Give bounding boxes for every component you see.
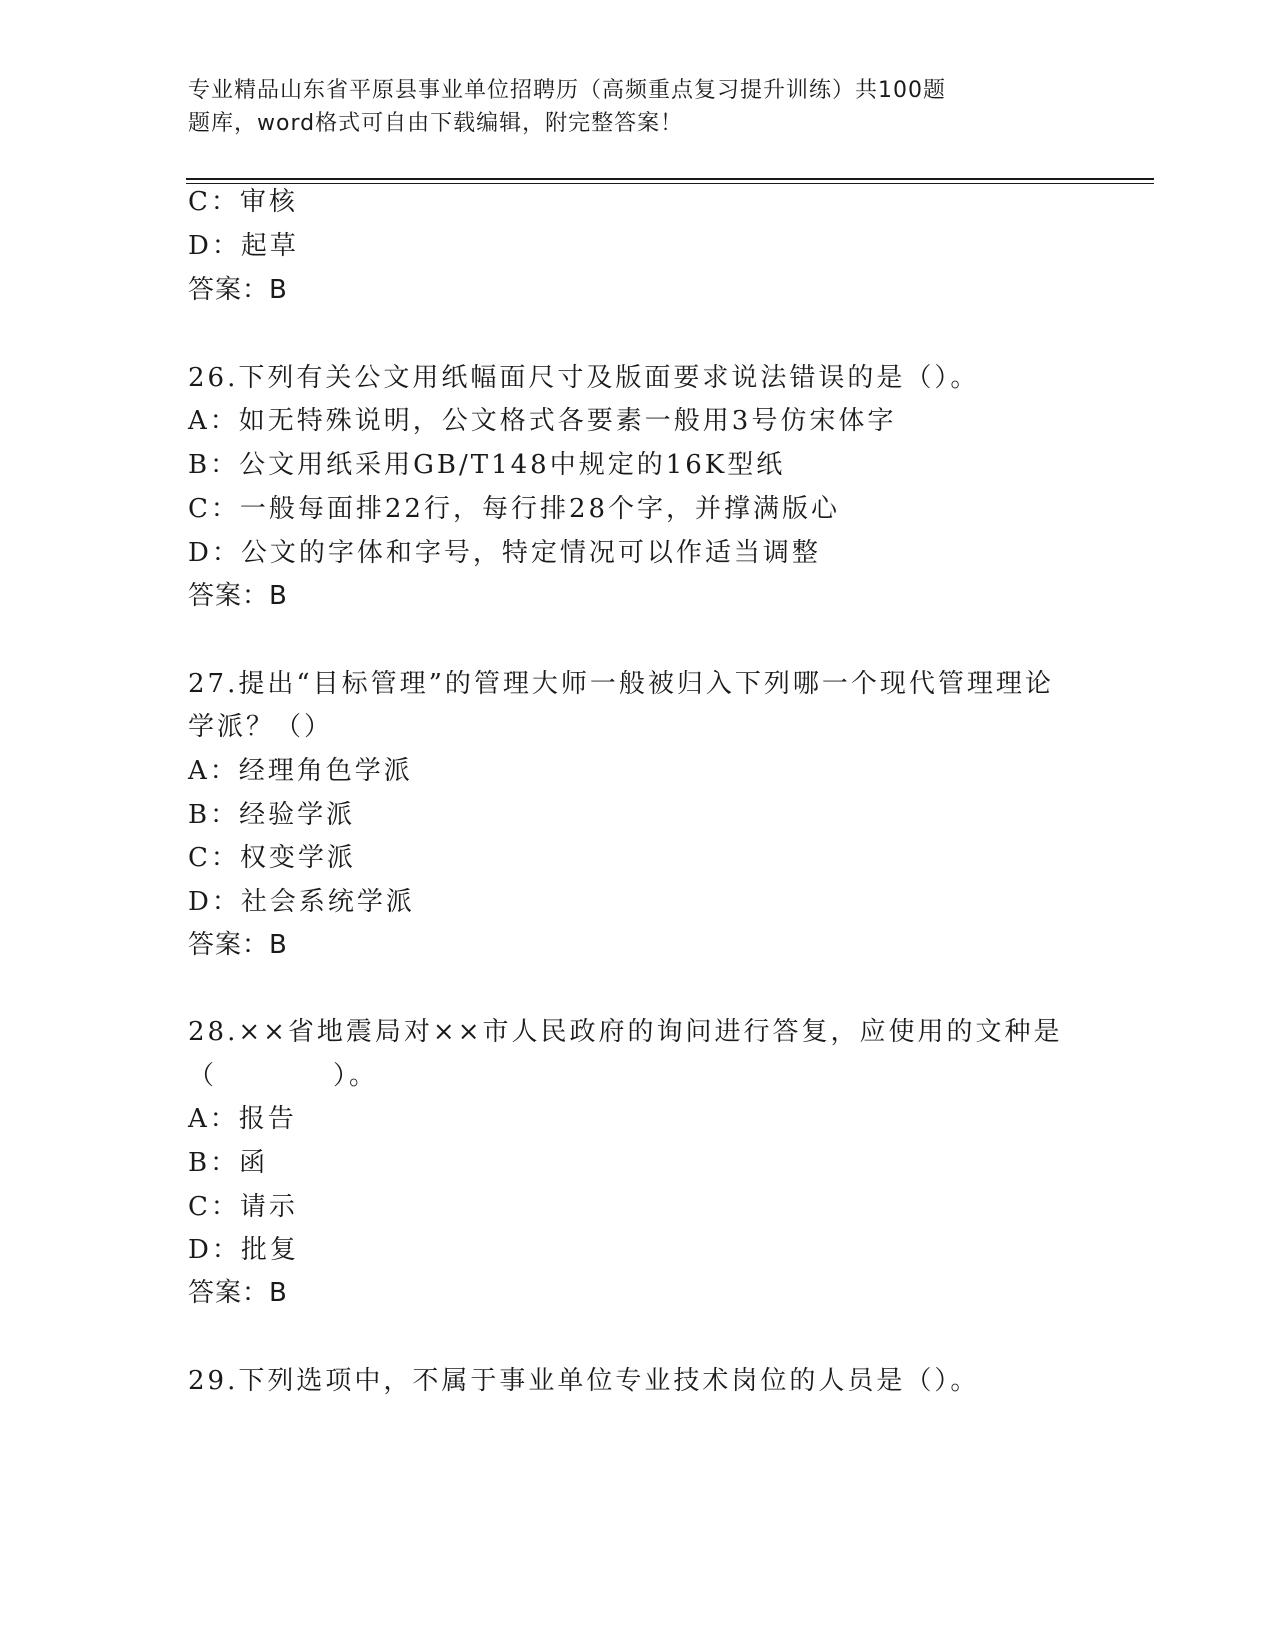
header-line-1: 专业精品山东省平原县事业单位招聘历（高频重点复习提升训练）共100题 <box>188 78 946 103</box>
q28-stem-line-2: （ ）。 <box>188 1061 379 1091</box>
prev-answer: 答案：B <box>188 275 288 305</box>
prev-option-c: C：审核 <box>188 187 298 217</box>
q28-option-c: C：请示 <box>188 1192 298 1222</box>
q28-option-d: D：批复 <box>188 1235 299 1265</box>
prev-option-d: D：起草 <box>188 231 299 261</box>
q27-answer: 答案：B <box>188 930 288 960</box>
q27-stem-line-2: 学派？（） <box>188 712 334 742</box>
q27-stem-line-1: 27.提出“目标管理”的管理大师一般被归入下列哪一个现代管理理论 <box>188 669 1054 699</box>
document-header <box>188 74 1088 140</box>
q28-stem-line-1: 28.××省地震局对××市人民政府的询问进行答复，应使用的文种是 <box>188 1017 1063 1047</box>
q27-option-a: A：经理角色学派 <box>188 756 413 786</box>
q26-stem: 26.下列有关公文用纸幅面尺寸及版面要求说法错误的是（）。 <box>188 363 980 393</box>
q28-option-a: A：报告 <box>188 1104 297 1134</box>
q29-stem: 29.下列选项中，不属于事业单位专业技术岗位的人员是（）。 <box>188 1366 980 1396</box>
q28-option-b: B：函 <box>188 1148 269 1178</box>
q27-option-b: B：经验学派 <box>188 800 356 830</box>
q26-option-b: B：公文用纸采用GB/T148中规定的16K型纸 <box>188 450 786 480</box>
q26-answer: 答案：B <box>188 581 288 611</box>
q28-answer: 答案：B <box>188 1278 288 1308</box>
header-divider-thin <box>186 183 1154 184</box>
header-line-2: 题库，word格式可自由下载编辑，附完整答案！ <box>188 111 684 136</box>
q26-option-a: A：如无特殊说明，公文格式各要素一般用3号仿宋体字 <box>188 406 897 436</box>
q27-option-d: D：社会系统学派 <box>188 887 415 917</box>
q27-option-c: C：权变学派 <box>188 843 356 873</box>
q26-option-d: D：公文的字体和字号，特定情况可以作适当调整 <box>188 538 821 568</box>
q26-option-c: C：一般每面排22行，每行排28个字，并撑满版心 <box>188 494 841 524</box>
header-divider-thick <box>186 178 1154 180</box>
